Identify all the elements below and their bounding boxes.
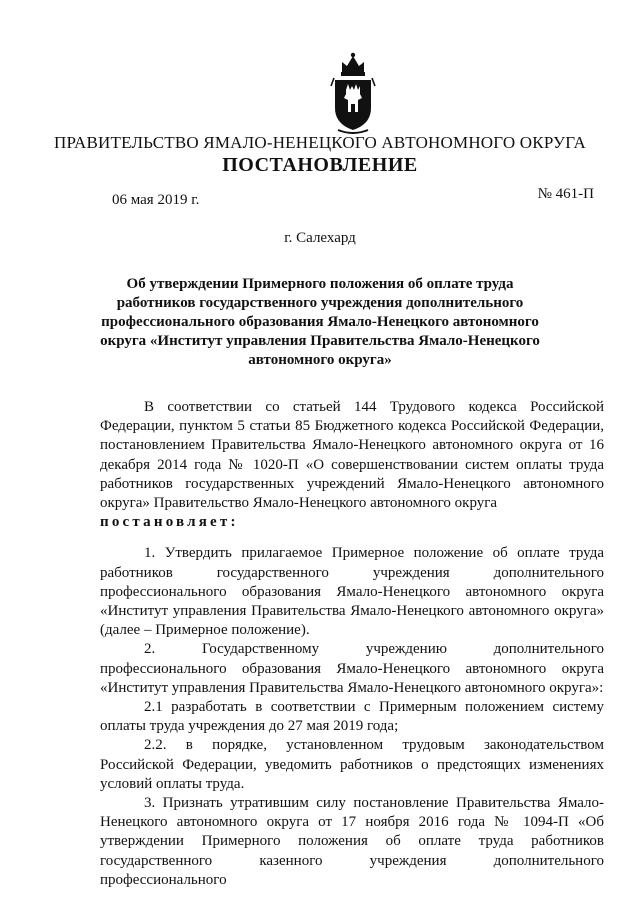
item-paragraph: 3. Признать утратившим силу постановление Правительства Ямало-Ненецкого автономного округа от 17 ноября 2016 года № 1094-П «Об утверждении Примерного положения об оплате труда работников государственного казенного учреждения дополнительного профессионального xyxy=(100,795,604,888)
document-title: Об утверждении Примерного положения об оплате труда работников государственного учреждения дополнительного профессионального образования Ямало-Ненецкого автономного округа «Институт управления Правительства Ямало-Ненецкого автономного округа» xyxy=(100,276,540,368)
document-number: № 461-П xyxy=(537,186,594,202)
item-paragraph: 1. Утвердить прилагаемое Примерное положение об оплате труда работников государственного учреждения дополнительного профессионального образования Ямало-Ненецкого автономного округа «Институт управления Правительства Ямало-Ненецкого автономного округа» (далее – Примерное положение). xyxy=(100,545,604,639)
government-name: ПРАВИТЕЛЬСТВО ЯМАЛО-НЕНЕЦКОГО АВТОНОМНОГО ОКРУГА xyxy=(54,133,586,152)
preamble-paragraph: В соответствии со статьей 144 Трудового кодекса Российской Федерации, пунктом 5 статьи 85 Бюджетного кодекса Российской Федерации, постановлением Правительства Ямало-Ненецкого автономного округа от 16 декабря 2014 года № 1020-П «О совершенствовании систем оплаты труда работников государственных учреждений Ямало-Ненецкого автономного округа» Правительство Ямало-Ненецкого автономного округа xyxy=(100,399,604,512)
item-paragraph: 2. Государственному учреждению дополнительного профессионального образования Ямало-Ненецкого автономного округа «Институт управления Правительства Ямало-Ненецкого автономного округа»: xyxy=(100,641,604,696)
item-paragraph: 2.2. в порядке, установленном трудовым законодательством Российской Федерации, уведомить работников о предстоящих изменениях условий оплаты труда. xyxy=(100,737,604,792)
document-type: ПОСТАНОВЛЕНИЕ xyxy=(222,154,418,176)
coat-of-arms-icon xyxy=(328,50,378,136)
document-city: г. Салехард xyxy=(284,230,356,246)
document-body xyxy=(100,398,604,890)
item-paragraph: 2.1 разработать в соответствии с Примерным положением систему оплаты труда учреждения до 27 мая 2019 года; xyxy=(100,699,604,735)
decree-word: постановляет: xyxy=(100,514,239,531)
document-date: 06 мая 2019 г. xyxy=(112,192,200,208)
